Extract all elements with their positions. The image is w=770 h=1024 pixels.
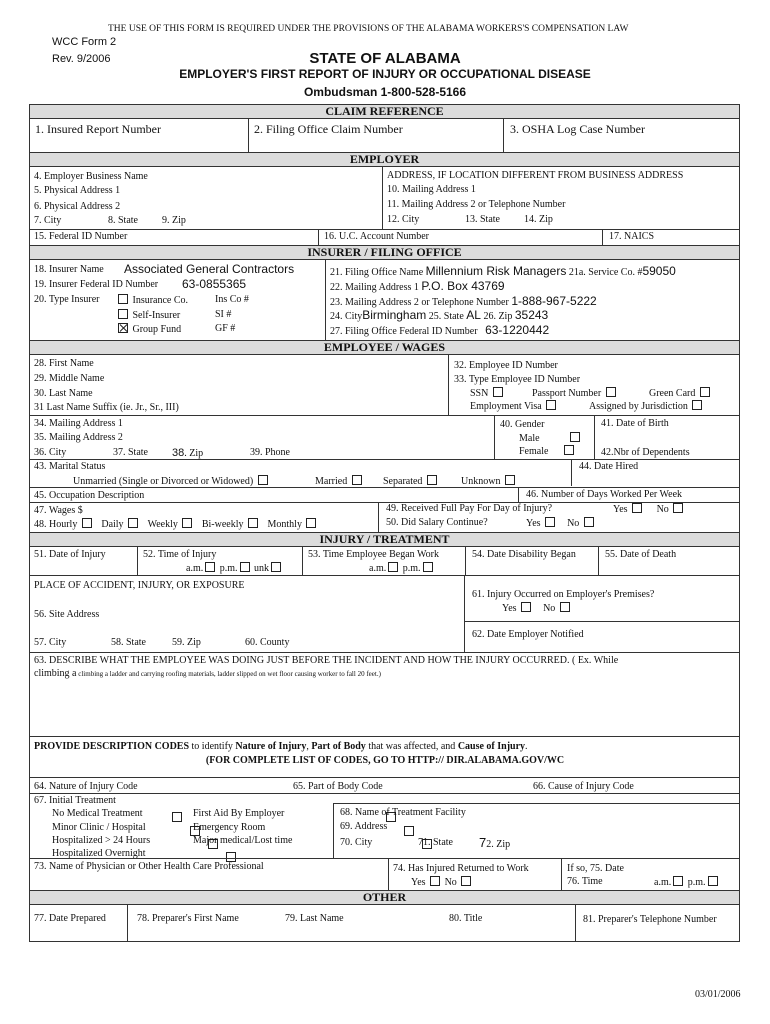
codes-text-2: , — [306, 741, 312, 752]
unknown-checkbox[interactable] — [505, 475, 515, 485]
filing-fein-value[interactable]: 63-1220442 — [485, 323, 550, 337]
gf-number-label: GF # — [215, 323, 236, 334]
injury-am-label: a.m. — [186, 563, 204, 574]
preparer-title-label: 80. Title — [449, 913, 483, 924]
filing-mailing-2-value[interactable]: 1-888-967-5222 — [511, 294, 597, 308]
alt-state-label: 13. State — [465, 214, 500, 225]
filing-office-name-value[interactable]: Millennium Risk Managers — [425, 264, 567, 278]
ssn-checkbox[interactable] — [493, 387, 503, 397]
id-type-ssn — [470, 387, 505, 399]
insurance-co-checkbox[interactable] — [118, 294, 128, 304]
returned-yes-checkbox[interactable] — [430, 876, 440, 886]
separated-checkbox[interactable] — [427, 475, 437, 485]
section-insurer: INSURER / FILING OFFICE — [29, 245, 740, 260]
employer-city-label: 7. City — [34, 215, 62, 226]
biweekly-checkbox[interactable] — [248, 518, 258, 528]
type-insurance-co — [116, 294, 188, 306]
last-name-label: 30. Last Name — [34, 388, 93, 399]
gender-male — [519, 432, 582, 444]
insurance-co-label: Insurance Co. — [132, 295, 189, 306]
injury-pm-checkbox[interactable] — [240, 562, 250, 572]
self-insurer-checkbox[interactable] — [118, 309, 128, 319]
green-card-checkbox[interactable] — [700, 387, 710, 397]
jurisdiction-checkbox[interactable] — [692, 400, 702, 410]
codes-link[interactable]: (FOR COMPLETE LIST OF CODES, GO TO HTTP:// DIR.ALABAMA.GOV/WC — [205, 755, 565, 766]
injury-am-checkbox[interactable] — [205, 562, 215, 572]
salary-no-label: No — [567, 518, 580, 529]
codes-text-4: . — [525, 741, 528, 752]
treat-firstaid-label: First Aid By Employer — [193, 808, 285, 819]
time-of-injury-options — [186, 562, 283, 574]
visa-label: Employment Visa — [470, 401, 542, 412]
date-of-death-label: 55. Date of Death — [605, 549, 677, 560]
type-group-fund — [116, 323, 181, 335]
began-pm-checkbox[interactable] — [423, 562, 433, 572]
codes-lead: PROVIDE DESCRIPTION CODES — [34, 741, 190, 752]
filing-mailing-1-label: 22. Mailing Address 1 — [330, 282, 419, 293]
salary-continue-label: 50. Did Salary Continue? — [386, 517, 488, 528]
premises-no-checkbox[interactable] — [560, 602, 570, 612]
premises-yes-label: Yes — [502, 603, 517, 614]
treat-hosp24-label: Hospitalized > 24 Hours — [52, 835, 151, 846]
wage-basis-row — [34, 518, 318, 530]
alt-address-heading: ADDRESS, IF LOCATION DIFFERENT FROM BUSINESS ADDRESS — [387, 170, 684, 181]
return-time-label: 76. Time — [567, 876, 603, 887]
return-date-label: If so, 75. Date — [567, 863, 624, 874]
employer-business-name-label: 4. Employer Business Name — [34, 171, 148, 182]
accident-county-label: 60. County — [245, 637, 290, 648]
last-name-suffix-label: 31 Last Name Suffix (ie. Jr., Sr., III) — [34, 402, 179, 413]
full-pay-no-label: No — [656, 504, 669, 515]
began-am-label: a.m. — [369, 563, 387, 574]
self-insurer-label: Self-Insurer — [132, 310, 181, 321]
state-title: STATE OF ALABAMA — [309, 50, 461, 67]
hourly-label: 48. Hourly — [34, 519, 78, 530]
passport-label: Passport Number — [532, 388, 602, 399]
unmarried-checkbox[interactable] — [258, 475, 268, 485]
facility-zip-label: 72. Zip — [479, 835, 511, 850]
footer-date: 03/01/2006 — [695, 989, 741, 1000]
codes-text-3: that was affected, and — [365, 741, 458, 752]
codes-cause: Cause of Injury — [457, 741, 526, 752]
id-type-green-card — [649, 387, 712, 399]
physical-address-2-label: 6. Physical Address 2 — [34, 201, 121, 212]
injury-unk-label: unk — [254, 563, 269, 574]
full-pay-yes-checkbox[interactable] — [632, 503, 642, 513]
codes-body: Part of Body — [311, 741, 366, 752]
time-of-injury-label: 52. Time of Injury — [143, 549, 217, 560]
insured-report-number-label: 1. Insured Report Number — [35, 122, 161, 136]
return-am-label: a.m. — [654, 877, 672, 888]
injury-unk-checkbox[interactable] — [271, 562, 281, 572]
filing-state-label: 25. State — [428, 311, 464, 322]
occupation-label: 45. Occupation Description — [34, 490, 145, 501]
filing-office-row — [330, 264, 676, 278]
jurisdiction-label: Assigned by Jurisdiction — [589, 401, 688, 412]
date-of-injury-label: 51. Date of Injury — [34, 549, 106, 560]
injury-pm-label: p.m. — [219, 563, 238, 574]
emp-mailing-2-label: 35. Mailing Address 2 — [34, 432, 123, 443]
id-type-passport — [532, 387, 618, 399]
began-work-options — [369, 562, 435, 574]
days-worked-label: 46. Number of Days Worked Per Week — [526, 489, 683, 500]
full-pay-no-checkbox[interactable] — [673, 503, 683, 513]
federal-id-label: 15. Federal ID Number — [34, 231, 128, 242]
gender-label: 40. Gender — [500, 419, 545, 430]
describe-example: climbing a climbing a ladder and carrying roofing materials, ladder slipped on wet floor causing worker to fall 20 feet.) — [34, 668, 381, 679]
service-co-label: 21a. Service Co. # — [568, 267, 643, 278]
employer-notified-label: 62. Date Employer Notified — [472, 629, 584, 640]
marital-status-label: 43. Marital Status — [34, 461, 106, 472]
salary-yes-label: Yes — [526, 518, 541, 529]
form-id: WCC Form 2 — [52, 36, 117, 48]
facility-name-label: 68. Name of Treatment Facility — [340, 807, 466, 818]
married-checkbox[interactable] — [352, 475, 362, 485]
codes-text-1: to identify — [189, 741, 236, 752]
dependents-label: 42.Nbr of Dependents — [601, 447, 690, 458]
separated-label: Separated — [383, 476, 423, 487]
daily-label: Daily — [101, 519, 124, 530]
began-pm-label: p.m. — [402, 563, 421, 574]
emp-phone-label: 39. Phone — [250, 447, 290, 458]
daily-checkbox[interactable] — [128, 518, 138, 528]
uc-account-label: 16. U.C. Account Number — [324, 231, 429, 242]
filing-city-label: 24. City — [330, 311, 363, 322]
alt-zip-label: 14. Zip — [524, 214, 553, 225]
law-notice: THE USE OF THIS FORM IS REQUIRED UNDER THE PROVISIONS OF THE ALABAMA WORKERS'S COMPENSATION LAW — [108, 24, 629, 34]
treat-major-label: Major medical/Lost time — [193, 835, 293, 846]
describe-example-text: climbing a ladder and carrying roofing materials, ladder slipped on wet floor causing worker to fall 20 feet.) — [78, 670, 381, 678]
return-pm-label: p.m. — [687, 877, 706, 888]
osha-log-case-number-label: 3. OSHA Log Case Number — [510, 122, 645, 136]
insurer-name-value[interactable]: Associated General Contractors — [124, 262, 295, 276]
salary-continue-options — [526, 517, 596, 529]
facility-address-label: 69. Address — [340, 821, 388, 832]
employee-id-type-label: 33. Type Employee ID Number — [454, 374, 581, 385]
filing-city-value[interactable]: Birmingham — [362, 308, 427, 322]
emp-zip-label: 38. Zip — [172, 447, 204, 459]
marital-unmarried — [73, 475, 270, 487]
type-self-insurer — [116, 309, 180, 321]
filing-fein-label: 27. Filing Office Federal ID Number — [330, 326, 478, 337]
emp-city-label: 36. City — [34, 447, 67, 458]
began-am-checkbox[interactable] — [388, 562, 398, 572]
section-employer: EMPLOYER — [29, 152, 740, 167]
body-code-label: 65. Part of Body Code — [293, 781, 383, 792]
return-pm-checkbox[interactable] — [708, 876, 718, 886]
employer-zip-label: 9. Zip — [162, 215, 186, 226]
form-revision: Rev. 9/2006 — [52, 53, 111, 65]
date-prepared-label: 77. Date Prepared — [34, 913, 106, 924]
full-pay-label: 49. Received Full Pay For Day of Injury? — [386, 503, 553, 514]
returned-to-work-label: 74. Has Injured Returned to Work — [393, 863, 529, 874]
insurer-federal-id-value[interactable]: 63-0855365 — [182, 277, 247, 291]
preparer-first-name-label: 78. Preparer's First Name — [137, 913, 239, 924]
physician-label: 73. Name of Physician or Other Health Care Professional — [34, 861, 264, 872]
full-pay-yes-label: Yes — [613, 504, 628, 515]
ssn-label: SSN — [470, 388, 489, 399]
service-co-value[interactable]: 59050 — [642, 264, 676, 278]
premises-yes-checkbox[interactable] — [521, 602, 531, 612]
returned-options — [411, 876, 473, 888]
returned-yes-label: Yes — [411, 877, 426, 888]
treat-nomed-checkbox[interactable] — [172, 812, 182, 822]
filing-mailing-2-label: 23. Mailing Address 2 or Telephone Number — [330, 297, 509, 308]
group-fund-label: Group Fund — [132, 324, 182, 335]
filing-state-value[interactable]: AL — [466, 308, 481, 322]
weekly-label: Weekly — [147, 519, 178, 530]
naics-label: 17. NAICS — [609, 231, 655, 242]
unknown-label: Unknown — [461, 476, 501, 487]
return-time-options — [654, 876, 720, 888]
returned-no-label: No — [444, 877, 457, 888]
accident-zip-label: 59. Zip — [172, 637, 201, 648]
disability-began-label: 54. Date Disability Began — [472, 549, 576, 560]
unmarried-label: Unmarried (Single or Divorced or Widowed) — [73, 476, 254, 487]
male-checkbox[interactable] — [570, 432, 580, 442]
first-name-label: 28. First Name — [34, 358, 94, 369]
id-type-jurisdiction — [589, 400, 704, 412]
preparer-phone-label: 81. Preparer's Telephone Number — [583, 914, 717, 925]
physical-address-1-label: 5. Physical Address 1 — [34, 185, 121, 196]
codes-instruction — [34, 741, 528, 752]
male-label: Male — [519, 433, 540, 444]
section-injury-treatment: INJURY / TREATMENT — [29, 532, 740, 547]
type-insurer-label: 20. Type Insurer — [34, 294, 100, 305]
marital-separated — [383, 475, 439, 487]
on-premises-label: 61. Injury Occurred on Employer's Premises? — [472, 589, 655, 600]
accident-state-label: 58. State — [111, 637, 146, 648]
ombudsman-phone: Ombudsman 1-800-528-5166 — [303, 85, 467, 99]
hourly-checkbox[interactable] — [82, 518, 92, 528]
id-type-visa — [470, 400, 558, 412]
on-premises-options — [502, 602, 572, 614]
female-checkbox[interactable] — [564, 445, 574, 455]
marital-married — [315, 475, 364, 487]
salary-no-checkbox[interactable] — [584, 517, 594, 527]
treat-nomed-label: No Medical Treatment — [52, 808, 143, 819]
weekly-checkbox[interactable] — [182, 518, 192, 528]
mailing-address-1-label: 10. Mailing Address 1 — [387, 184, 476, 195]
full-pay-options — [613, 503, 685, 515]
initial-treatment-label: 67. Initial Treatment — [34, 795, 116, 806]
alt-city-label: 12. City — [387, 214, 420, 225]
filing-city-row — [330, 308, 548, 322]
green-card-label: Green Card — [649, 388, 696, 399]
employee-id-label: 32. Employee ID Number — [454, 360, 558, 371]
emp-state-label: 37. State — [113, 447, 148, 458]
group-fund-checkbox[interactable] — [118, 323, 128, 333]
wages-label: 47. Wages $ — [34, 505, 83, 516]
filing-zip-label: 26. Zip — [483, 311, 513, 322]
filing-mailing-2-row — [330, 294, 597, 308]
treat-minor-label: Minor Clinic / Hospital — [52, 822, 146, 833]
salary-yes-checkbox[interactable] — [545, 517, 555, 527]
filing-fein-row — [330, 323, 549, 337]
biweekly-label: Bi-weekly — [201, 519, 244, 530]
filing-mailing-1-row — [330, 279, 505, 293]
premises-no-label: No — [543, 603, 556, 614]
cause-code-label: 66. Cause of Injury Code — [533, 781, 634, 792]
section-employee-wages: EMPLOYEE / WAGES — [29, 340, 740, 355]
gender-female — [519, 445, 576, 457]
filing-office-claim-number-label: 2. Filing Office Claim Number — [254, 122, 403, 136]
site-address-label: 56. Site Address — [34, 609, 100, 620]
mailing-address-2-label: 11. Mailing Address 2 or Telephone Number — [387, 199, 566, 210]
monthly-checkbox[interactable] — [306, 518, 316, 528]
return-am-checkbox[interactable] — [673, 876, 683, 886]
female-label: Female — [519, 446, 549, 457]
employer-state-label: 8. State — [108, 215, 138, 226]
visa-checkbox[interactable] — [546, 400, 556, 410]
filing-office-name-label: 21. Filing Office Name — [330, 267, 424, 278]
insurer-federal-id-label: 19. Insurer Federal ID Number — [34, 279, 159, 290]
ins-co-number-label: Ins Co # — [215, 294, 249, 305]
middle-name-label: 29. Middle Name — [34, 373, 105, 384]
nature-code-label: 64. Nature of Injury Code — [34, 781, 138, 792]
passport-checkbox[interactable] — [606, 387, 616, 397]
preparer-last-name-label: 79. Last Name — [285, 913, 344, 924]
began-work-label: 53. Time Employee Began Work — [308, 549, 439, 560]
married-label: Married — [315, 476, 348, 487]
accident-city-label: 57. City — [34, 637, 67, 648]
treat-overnight-label: Hospitalized Overnight — [52, 848, 146, 859]
section-claim-reference: CLAIM REFERENCE — [29, 104, 740, 119]
section-other: OTHER — [29, 890, 740, 905]
place-of-accident-label: PLACE OF ACCIDENT, INJURY, OR EXPOSURE — [34, 580, 245, 591]
returned-no-checkbox[interactable] — [461, 876, 471, 886]
filing-zip-value[interactable]: 35243 — [514, 308, 549, 322]
date-hired-label: 44. Date Hired — [579, 461, 639, 472]
emp-mailing-1-label: 34. Mailing Address 1 — [34, 418, 123, 429]
facility-city-label: 70. City — [340, 837, 373, 848]
si-number-label: SI # — [215, 309, 232, 320]
monthly-label: Monthly — [267, 519, 302, 530]
describe-incident-label: 63. DESCRIBE WHAT THE EMPLOYEE WAS DOING JUST BEFORE THE INCIDENT AND HOW THE INJURY OCCURRED. ( Ex. While — [34, 655, 619, 666]
filing-mailing-1-value[interactable]: P.O. Box 43769 — [421, 279, 505, 293]
treat-er-checkbox[interactable] — [404, 826, 414, 836]
marital-unknown — [461, 475, 517, 487]
date-of-birth-label: 41. Date of Birth — [601, 418, 669, 429]
treat-er-label: Emergency Room — [193, 822, 266, 833]
codes-nature: Nature of Injury — [235, 741, 307, 752]
form-title: EMPLOYER'S FIRST REPORT OF INJURY OR OCCUPATIONAL DISEASE — [179, 67, 591, 81]
insurer-name-label: 18. Insurer Name — [34, 264, 104, 275]
facility-state-label: 71. State — [418, 837, 453, 848]
